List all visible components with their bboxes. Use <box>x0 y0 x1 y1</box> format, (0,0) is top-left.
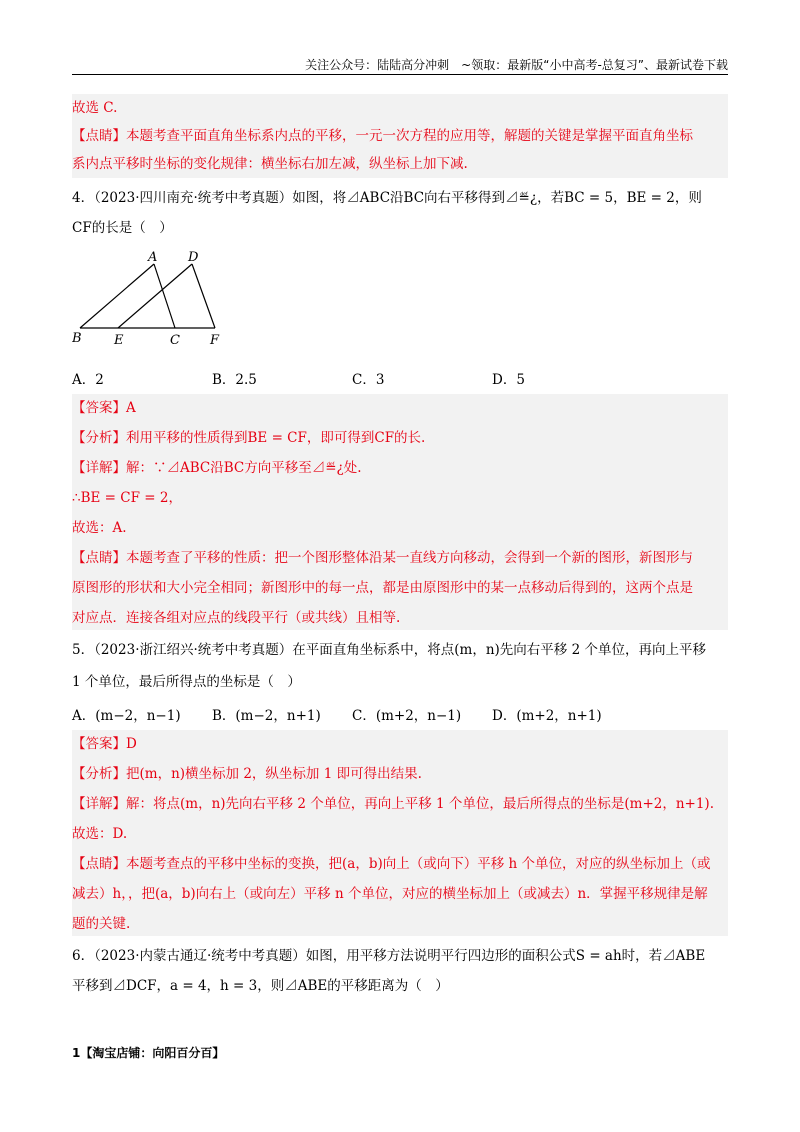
q4-number: 4． <box>72 190 95 206</box>
q4-question-line1 <box>72 188 732 210</box>
q5-detail-label: 【详解】 <box>72 796 126 812</box>
q3-point-label: 【点睛】 <box>72 128 126 144</box>
q5-detail <box>72 794 732 816</box>
q4-answer <box>72 398 732 420</box>
q6-question-line1 <box>72 946 732 968</box>
q5-option-c: C．(m+2，n−1) <box>352 708 462 724</box>
point-label-a: A <box>148 250 158 265</box>
q4-text1: （2023·四川南充·统考中考真题）如图，将⊿ABC沿BC向右平移得到⊿≝¿，若BC = 5，BE = 2，则 <box>94 190 702 206</box>
q5-point-label: 【点睛】 <box>72 856 126 872</box>
segment-df <box>192 264 215 328</box>
point-label-e: E <box>114 333 124 348</box>
q4-question-line2: CF的长是（ ） <box>72 220 173 236</box>
point-label-c: C <box>170 333 180 348</box>
q4-point-label: 【点睛】 <box>72 550 126 566</box>
q5-detail-text: 解：将点(m，n)先向右平移 2 个单位，再向上平移 1 个单位，最后所得点的坐标是(m+2，n+1). <box>126 796 714 812</box>
q5-number: 5． <box>72 642 95 658</box>
q5-option-a: A．(m−2，n−1) <box>72 708 181 724</box>
q4-point-text1: 本题考查了平移的性质：把一个图形整体沿某一直线方向移动，会得到一个新的图形，新图形与 <box>126 550 693 566</box>
q3-point-line1 <box>72 126 732 148</box>
q5-point-line1 <box>72 854 732 876</box>
q4-option-d: D．5 <box>492 372 525 388</box>
q4-choice: 故选：A. <box>72 520 127 536</box>
q5-point-line2: 减去）h，，把(a，b)向右上（或向左）平移 n 个单位，对应的横坐标加上（或减去）n．掌握平移规律是解 <box>72 886 708 902</box>
q4-analysis <box>72 428 732 450</box>
q4-option-a: A．2 <box>72 372 104 388</box>
q5-analysis-label: 【分析】 <box>72 766 126 782</box>
q3-point-line2: 系内点平移时坐标的变化规律：横坐标右加左减，纵坐标上加下减. <box>72 156 468 172</box>
point-label-f: F <box>210 333 220 348</box>
q4-detail-label: 【详解】 <box>72 460 126 476</box>
q4-answer-value: A <box>126 400 136 416</box>
point-label-b: B <box>72 331 82 346</box>
point-label-d: D <box>188 250 199 265</box>
q4-analysis-label: 【分析】 <box>72 430 126 446</box>
q6-question-line2: 平移到⊿DCF，a = 4，h = 3，则⊿ABE的平移距离为（ ） <box>72 978 449 994</box>
page-footer: 1【淘宝店铺：向阳百分百】 <box>72 1046 225 1060</box>
q5-analysis-text: 把(m，n)横坐标加 2，纵坐标加 1 即可得出结果. <box>126 766 422 782</box>
q5-option-b: B．(m−2，n+1) <box>212 708 321 724</box>
q4-answer-label: 【答案】 <box>72 400 126 416</box>
q5-choice: 故选：D. <box>72 826 128 842</box>
q3-choice: 故选 C. <box>72 100 118 116</box>
segment-ed <box>118 264 192 328</box>
q4-detail <box>72 458 732 480</box>
q5-question-line1 <box>72 640 732 662</box>
q5-answer <box>72 734 732 756</box>
q4-detail-2: ∴BE = CF = 2， <box>72 490 182 506</box>
q4-detail-text: 解：∵⊿ABC沿BC方向平移至⊿≝¿处. <box>126 460 362 476</box>
q4-triangle-figure <box>72 248 242 348</box>
q4-option-b: B．2.5 <box>212 372 257 388</box>
q4-option-c: C．3 <box>352 372 385 388</box>
q4-point-line1 <box>72 548 732 570</box>
q5-answer-value: D <box>126 736 137 752</box>
q5-analysis <box>72 764 732 786</box>
q6-text1: （2023·内蒙古通辽·统考中考真题）如图，用平移方法说明平行四边形的面积公式S = ah时，若⊿ABE <box>94 948 706 964</box>
segment-ac <box>154 264 175 328</box>
q6-number: 6． <box>72 948 95 964</box>
q5-question-line2: 1 个单位，最后所得点的坐标是（ ） <box>72 674 301 690</box>
q5-answer-label: 【答案】 <box>72 736 126 752</box>
q5-point-line3: 题的关键. <box>72 916 131 932</box>
q3-point-text1: 本题考查平面直角坐标系内点的平移，一元一次方程的应用等，解题的关键是掌握平面直角坐标 <box>126 128 693 144</box>
q4-analysis-text: 利用平移的性质得到BE = CF，即可得到CF的长. <box>126 430 426 446</box>
q5-text1: （2023·浙江绍兴·统考中考真题）在平面直角坐标系中，将点(m，n)先向右平移 2 个单位，再向上平移 <box>94 642 706 658</box>
page-header: 关注公众号：陆陆高分冲刺 ~领取：最新版“小中高考-总复习”、最新试卷下载 <box>72 56 728 75</box>
q5-option-d: D．(m+2，n+1) <box>492 708 602 724</box>
q4-point-line3: 对应点．连接各组对应点的线段平行（或共线）且相等. <box>72 610 401 626</box>
segment-ba <box>80 264 154 328</box>
q4-point-line2: 原图形的形状和大小完全相同；新图形中的每一点，都是由原图形中的某一点移动后得到的，这两个点是 <box>72 580 693 596</box>
q5-point-text1: 本题考查点的平移中坐标的变换，把(a，b)向上（或向下）平移 h 个单位，对应的纵坐标加上（或 <box>126 856 711 872</box>
